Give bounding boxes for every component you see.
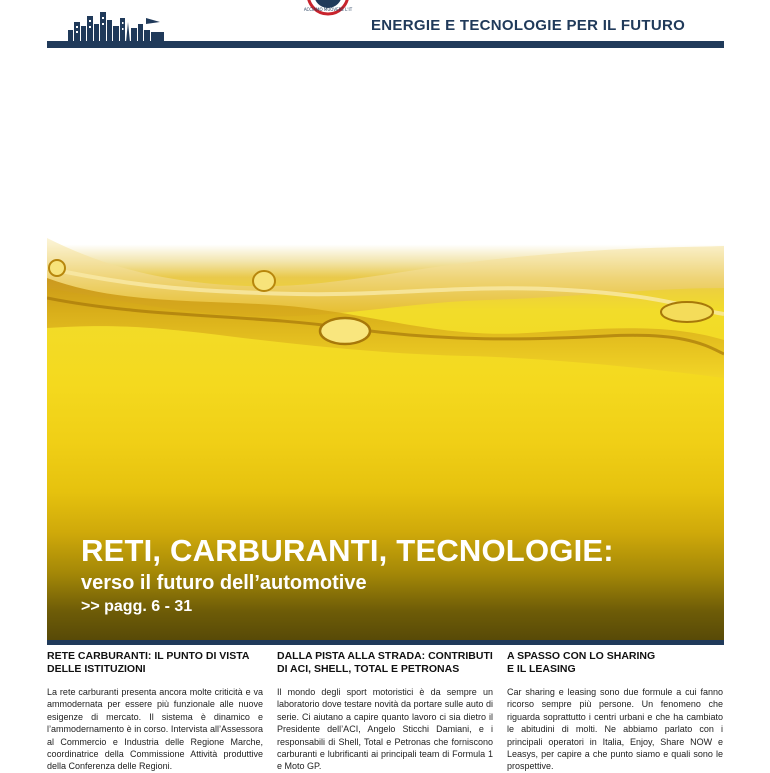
article-sharing-leasing — [507, 650, 723, 773]
oil-wave-graphic — [47, 228, 724, 398]
article-body: Il mondo degli sport motoristici è da sempre un laboratorio dove testare novità da portare sulle auto di serie. Ci aiutano a capire quanto lavoro ci sia dietro il Presidente dell’ACI, Angelo Sticchi Damiani, e i responsabili di Shell, Total e Petronas che forniscono carburanti e lubrificanti ai principali team di Formula 1 e Moto GP. — [277, 687, 493, 772]
section-title: ENERGIE E TECNOLOGIE PER IL FUTURO — [371, 17, 686, 34]
seal-text: ACCIAMO MUOVERE L'IT — [303, 7, 353, 12]
hero-oil-wave-image — [47, 228, 724, 640]
article-body: La rete carburanti presenta ancora molte criticità e va ammodernata per essere più funzionale alle nuove esigenze di mercato. Il sistema è dinamico e l’ammodernamento è in corso. Intervista all’Assessora al Commercio e Industria delle Regione Marche, coordinatrice della Commissione Attività produttive della Conferenza delle Regioni. — [47, 687, 263, 772]
article-heading: A SPASSO CON LO SHARING E IL LEASING — [507, 650, 656, 675]
article-body: Car sharing e leasing sono due formule a cui fanno ricorso sempre più persone. Un fenomeno che riguarda soprattutto i centri urbani e che ha cambiato le abitudini di molti. Ne abbiamo parlato con i principali operatori in Italia, Enjoy, Share NOW e Leasys, per capire a che punto siamo e quali sono le prospettive. — [507, 687, 723, 772]
hero-title: RETI, CARBURANTI, TECNOLOGIE: — [81, 533, 614, 568]
article-heading: RETE CARBURANTI: IL PUNTO DI VISTA DELLE ISTITUZIONI — [47, 650, 250, 675]
hero-divider — [47, 640, 724, 645]
article-heading: DALLA PISTA ALLA STRADA: CONTRIBUTI DI ACI, SHELL, TOTAL E PETRONAS — [277, 650, 493, 675]
association-seal-icon — [292, 0, 364, 16]
city-skyline-icon — [68, 8, 164, 42]
hero-page-reference: >> pagg. 6 - 31 — [81, 598, 193, 615]
header-divider — [47, 41, 724, 48]
hero-subtitle: verso il futuro dell’automotive — [81, 572, 367, 594]
article-dalla-pista — [277, 650, 493, 773]
article-rete-carburanti — [47, 650, 263, 773]
